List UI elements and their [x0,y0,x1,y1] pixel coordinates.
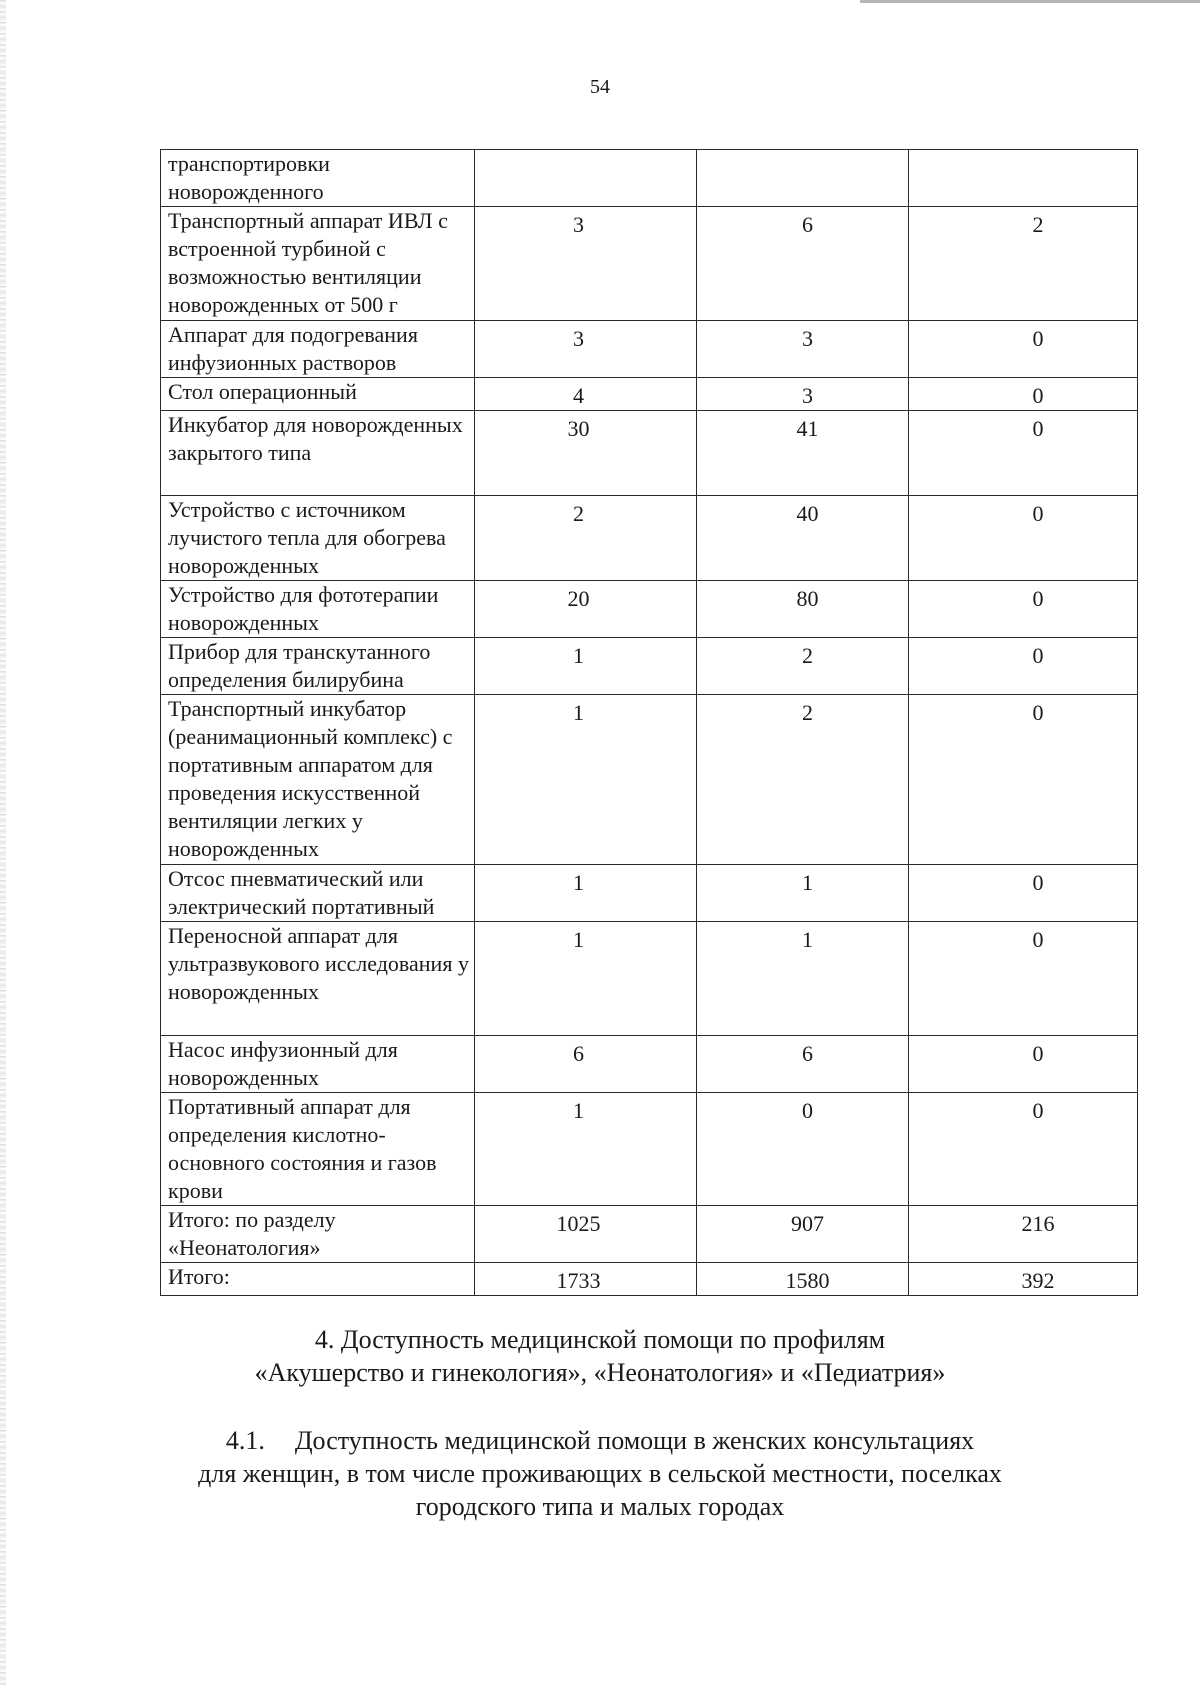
section-4-line2: «Акушерство и гинекология», «Неонатология» и «Педиатрия» [254,1358,946,1387]
value-col3: 0 [909,496,1138,581]
table-row [161,321,1138,378]
value-col1: 1 [475,695,697,865]
value-col3: 0 [909,638,1138,695]
value-col2: 2 [697,695,909,865]
value-col2 [697,150,909,207]
equipment-name: Итого: [161,1263,475,1296]
equipment-name: Аппарат для подогревания инфузионных растворов [161,321,475,378]
value-col3: 0 [909,378,1138,411]
page-number: 54 [590,76,610,98]
value-col2: 3 [697,378,909,411]
table-row [161,1206,1138,1263]
value-col3: 216 [909,1206,1138,1263]
value-col2: 0 [697,1093,909,1206]
table-row [161,865,1138,922]
value-col1: 20 [475,581,697,638]
equipment-name: Транспортный аппарат ИВЛ с встроенной турбиной с возможностью вентиляции новорожденных от 500 г [161,207,475,321]
value-col3: 392 [909,1263,1138,1296]
value-col1: 30 [475,411,697,496]
value-col1: 4 [475,378,697,411]
table-row [161,695,1138,865]
value-col2: 40 [697,496,909,581]
value-col2: 1580 [697,1263,909,1296]
section-4-line1: 4. Доступность медицинской помощи по профилям [314,1325,886,1354]
equipment-name: Прибор для транскутанного определения билирубина [161,638,475,695]
section-4-1-line2: для женщин, в том числе проживающих в сельской местности, поселках [198,1459,1002,1488]
equipment-name: Насос инфузионный для новорожденных [161,1036,475,1093]
value-col3: 0 [909,321,1138,378]
value-col3: 0 [909,865,1138,922]
table-row [161,922,1138,1036]
table-row [161,496,1138,581]
equipment-name: Портативный аппарат для определения кислотно-основного состояния и газов крови [161,1093,475,1206]
value-col3: 0 [909,581,1138,638]
equipment-name: Транспортный инкубатор (реанимационный комплекс) с портативным аппаратом для проведения искусственной вентиляции легких у новорожденных [161,695,475,865]
section-4-1-heading [0,1424,1200,1523]
value-col2: 80 [697,581,909,638]
value-col1: 1 [475,1093,697,1206]
value-col3: 2 [909,207,1138,321]
value-col3: 0 [909,411,1138,496]
table-row [161,638,1138,695]
equipment-name: транспортировки новорожденного [161,150,475,207]
table-row [161,581,1138,638]
value-col1: 1 [475,638,697,695]
equipment-name: Переносной аппарат для ультразвукового исследования у новорожденных [161,922,475,1036]
value-col2: 3 [697,321,909,378]
table-row [161,207,1138,321]
value-col1: 1 [475,922,697,1036]
table-row [161,411,1138,496]
equipment-table [160,149,1138,1296]
value-col2: 2 [697,638,909,695]
table-row [161,1263,1138,1296]
scan-top-edge [860,0,1200,3]
section-4-heading [0,1323,1200,1389]
value-col3: 0 [909,1093,1138,1206]
equipment-name: Итого: по разделу «Неонатология» [161,1206,475,1263]
value-col2: 41 [697,411,909,496]
value-col1: 1733 [475,1263,697,1296]
value-col2: 1 [697,865,909,922]
value-col3: 0 [909,1036,1138,1093]
value-col3: 0 [909,695,1138,865]
section-4-1-number: 4.1. [225,1426,265,1455]
value-col1 [475,150,697,207]
equipment-name: Устройство с источником лучистого тепла для обогрева новорожденных [161,496,475,581]
value-col2: 907 [697,1206,909,1263]
value-col1: 1025 [475,1206,697,1263]
table-row [161,1093,1138,1206]
equipment-name: Отсос пневматический или электрический портативный [161,865,475,922]
equipment-name: Устройство для фототерапии новорожденных [161,581,475,638]
table-row [161,1036,1138,1093]
value-col2: 6 [697,207,909,321]
equipment-name: Инкубатор для новорожденных закрытого типа [161,411,475,496]
section-4-1-line1: Доступность медицинской помощи в женских консультациях [294,1426,975,1455]
value-col1: 1 [475,865,697,922]
value-col1: 2 [475,496,697,581]
value-col3 [909,150,1138,207]
value-col3: 0 [909,922,1138,1036]
value-col1: 6 [475,1036,697,1093]
table-row [161,378,1138,411]
value-col1: 3 [475,321,697,378]
value-col2: 1 [697,922,909,1036]
section-4-1-line3: городского типа и малых городах [415,1492,785,1521]
table-row [161,150,1138,207]
equipment-name: Стол операционный [161,378,475,411]
value-col1: 3 [475,207,697,321]
value-col2: 6 [697,1036,909,1093]
